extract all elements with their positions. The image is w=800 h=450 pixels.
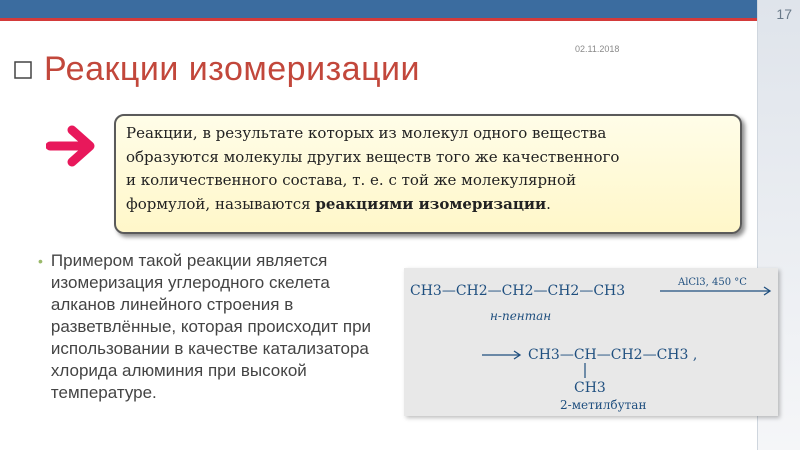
reaction-equation — [404, 268, 778, 416]
definition-line: образуются молекулы других веществ того же качественного — [126, 147, 620, 166]
page-title: Реакции изомеризации — [44, 50, 421, 88]
reactant-formula: CH3—CH2—CH2—CH2—CH3 — [410, 283, 626, 299]
reactant-name: н-пентан — [490, 309, 552, 323]
bullet-text: Примером такой реакции является изомеризация углеродного скелета алканов линейного строения в разветвлённые, которая происходит при использовании в качестве катализатора хлорида алюминия при высокой температуре. — [50, 251, 372, 402]
definition-line: и количественного состава, т. е. с той же молекулярной — [126, 171, 577, 189]
product-formula: CH3—CH—CH2—CH3 , — [528, 347, 698, 363]
slide-number: 17 — [776, 6, 792, 22]
definition-suffix: . — [546, 194, 551, 213]
equation-figure — [404, 268, 778, 416]
product-name: 2-метилбутан — [560, 398, 647, 412]
bullet-dot-icon: • — [38, 253, 43, 269]
catalyst-label: AlCl3, 450 °C — [678, 277, 747, 288]
definition-prefix: формулой, называются — [126, 194, 316, 213]
definition-line-last — [126, 193, 730, 217]
definition-term: реакциями изомеризации — [315, 194, 547, 213]
title-bullet-icon — [14, 61, 32, 79]
title-area — [14, 50, 420, 89]
branch-group: CH3 — [574, 380, 606, 396]
definition-line: Реакции, в результате которых из молекул одного вещества — [126, 124, 607, 142]
bullet-item — [38, 250, 398, 404]
definition-box — [114, 114, 742, 234]
top-bar — [0, 0, 800, 21]
red-arrow-icon — [46, 124, 100, 168]
slide-date: 02.11.2018 — [575, 44, 620, 54]
